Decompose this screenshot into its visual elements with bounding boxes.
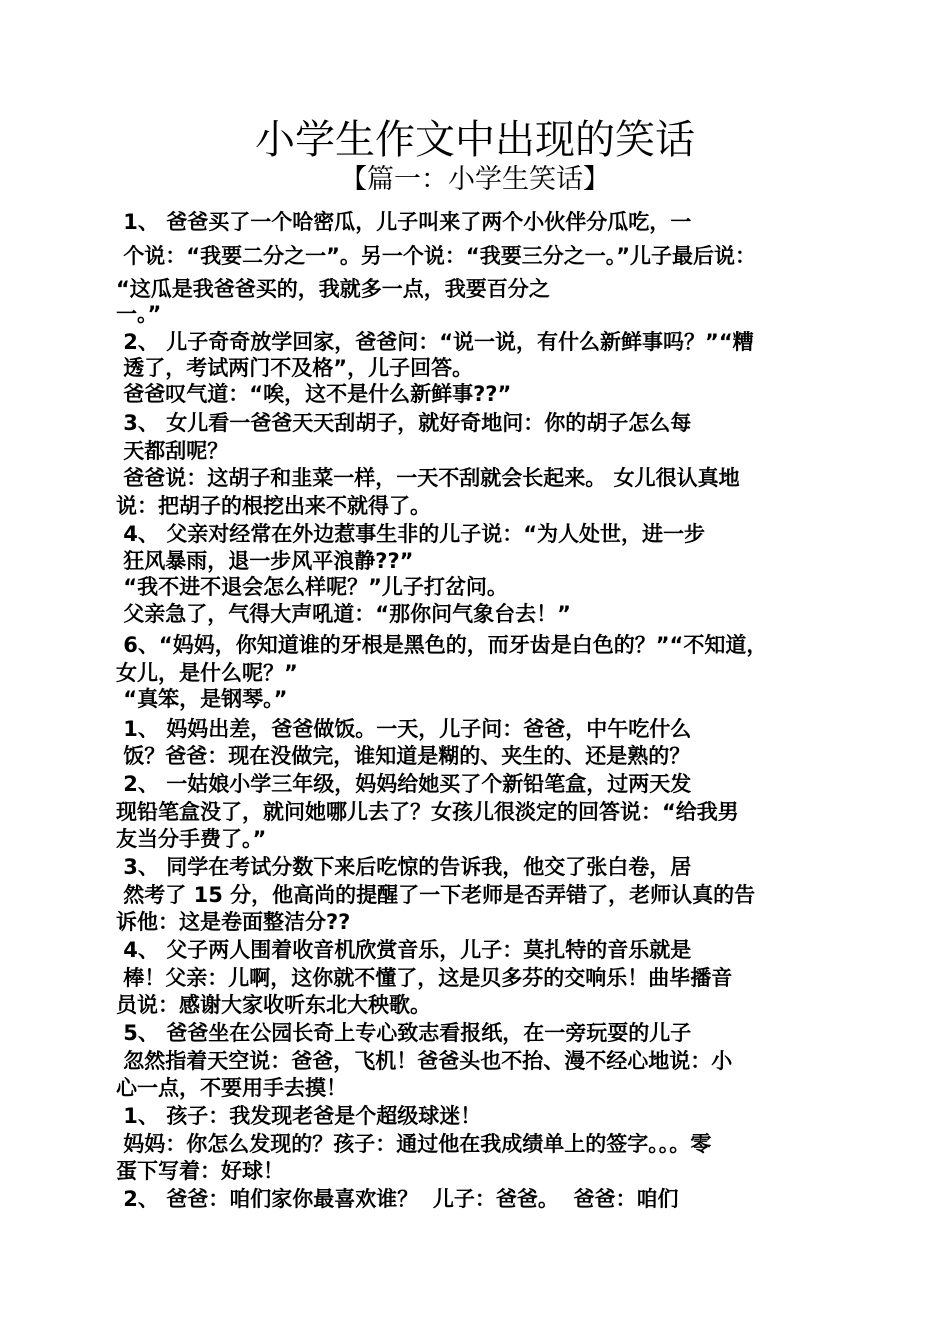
- document-subtitle: 【篇一：小学生笑话】: [340, 164, 610, 195]
- text-line: 4、 父亲对经常在外边惹事生非的儿子说：“为人处世，进一步: [116, 522, 706, 546]
- text-line: 2、 儿子奇奇放学回家，爸爸问：“说一说，有什么新鲜事吗？”“糟: [116, 330, 754, 354]
- text-line: 透了，考试两门不及格”，儿子回答。: [116, 356, 474, 380]
- text-line: 1、 爸爸买了一个哈密瓜，儿子叫来了两个小伙伴分瓜吃，一: [116, 210, 692, 234]
- text-line: 友当分手费了。”: [116, 827, 267, 851]
- text-line: 棒！父亲：儿啊，这你就不懂了，这是贝多芬的交响乐！曲毕播音: [116, 966, 733, 990]
- text-line: 3、 同学在考试分数下来后吃惊的告诉我，他交了张白卷，居: [116, 855, 692, 879]
- text-line: 蛋下写着：好球！: [116, 1159, 284, 1183]
- text-line: “真笨，是钢琴。”: [116, 687, 288, 711]
- text-line: 爸爸叹气道：“唉，这不是什么新鲜事??”: [116, 382, 512, 406]
- text-line: 心一点，不要用手去摸！: [116, 1076, 347, 1100]
- text-line: 6、“妈妈，你知道谁的牙根是黑色的，而牙齿是白色的？”“不知道，: [116, 633, 768, 657]
- text-line: 4、 父子两人围着收音机欣赏音乐，儿子：莫扎特的音乐就是: [116, 938, 692, 962]
- text-line: 饭？爸爸：现在没做完，谁知道是糊的、夹生的、还是熟的？: [116, 744, 691, 768]
- text-line: 说：把胡子的根挖出来不就得了。: [116, 494, 431, 518]
- document-title: 小学生作文中出现的笑话: [255, 117, 695, 163]
- text-line: 女儿，是什么呢？”: [116, 661, 298, 685]
- text-line: 妈妈：你怎么发现的？孩子：通过他在我成绩单上的签字。。。零: [116, 1132, 712, 1156]
- text-line: 诉他：这是卷面整洁分??: [116, 910, 351, 934]
- text-line: 一。”: [116, 302, 162, 326]
- text-line: 员说：感谢大家收听东北大秧歌。: [116, 993, 431, 1017]
- text-line: 2、 爸爸：咱们家你最喜欢谁？ 儿子：爸爸。 爸爸：咱们: [116, 1187, 679, 1211]
- text-line: 然考了 15 分，他高尚的提醒了一下老师是否弄错了，老师认真的告: [116, 883, 756, 907]
- text-line: 个说：“我要二分之一”。另一个说：“我要三分之一。”儿子最后说：: [116, 244, 757, 268]
- text-line: “我不进不退会怎么样呢？”儿子打岔问。: [116, 575, 508, 599]
- text-line: 忽然指着天空说：爸爸，飞机！爸爸头也不抬、漫不经心地说：小: [116, 1049, 733, 1073]
- text-line: 狂风暴雨，退一步风平浪静??”: [116, 549, 414, 573]
- text-line: 5、 爸爸坐在公园长奇上专心致志看报纸，在一旁玩耍的儿子: [116, 1021, 692, 1045]
- text-line: 3、 女儿看一爸爸天天刮胡子，就好奇地问：你的胡子怎么每: [116, 411, 692, 435]
- text-line: 2、 一姑娘小学三年级，妈妈给她买了个新铅笔盒，过两天发: [116, 772, 692, 796]
- text-line: 1、 孩子：我发现老爸是个超级球迷！: [116, 1104, 482, 1128]
- text-line: 父亲急了，气得大声吼道：“那你问气象台去！”: [116, 602, 571, 626]
- text-line: 1、 妈妈出差，爸爸做饭。一天，儿子问：爸爸，中午吃什么: [116, 717, 692, 741]
- text-line: 现铅笔盒没了，就问她哪儿去了？女孩儿很淡定的回答说：“给我男: [116, 800, 739, 824]
- text-line: 爸爸说：这胡子和韭菜一样，一天不刮就会长起来。 女儿很认真地: [116, 466, 740, 490]
- text-line: 天都刮呢？: [116, 439, 229, 463]
- text-line: “这瓜是我爸爸买的，我就多一点，我要百分之: [116, 277, 550, 301]
